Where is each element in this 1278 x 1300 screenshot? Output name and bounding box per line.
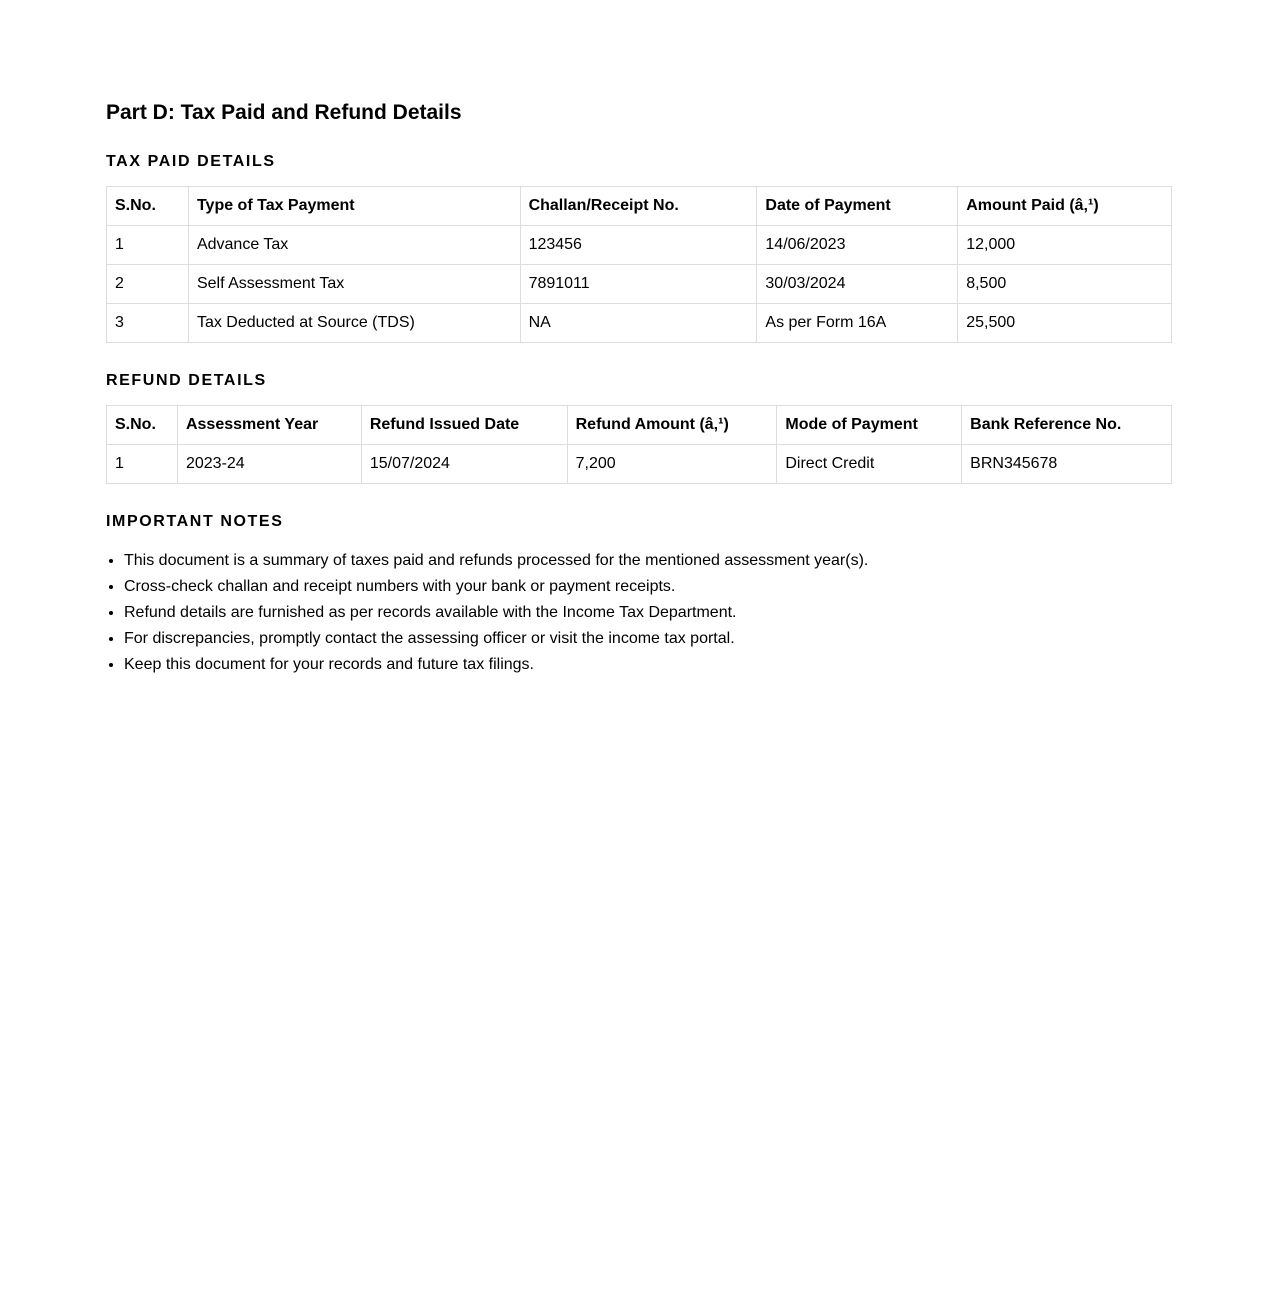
list-item: • Cross-check challan and receipt numbers with your bank or payment receipts. bbox=[124, 574, 1172, 600]
column-header: S.No. bbox=[107, 187, 189, 226]
table-header-row bbox=[107, 406, 1172, 445]
table-cell: 15/07/2024 bbox=[361, 445, 567, 484]
table-row bbox=[107, 304, 1172, 343]
refund-table bbox=[106, 405, 1172, 484]
table-row bbox=[107, 226, 1172, 265]
table-cell: 8,500 bbox=[958, 265, 1172, 304]
table-cell: NA bbox=[520, 304, 757, 343]
table-row bbox=[107, 265, 1172, 304]
table-cell: 25,500 bbox=[958, 304, 1172, 343]
refund-section bbox=[106, 371, 1172, 484]
table-cell: 30/03/2024 bbox=[757, 265, 958, 304]
table-cell: 2 bbox=[107, 265, 189, 304]
column-header: Bank Reference No. bbox=[962, 406, 1172, 445]
page-title: Part D: Tax Paid and Refund Details bbox=[106, 101, 462, 124]
tax-paid-heading: TAX PAID DETAILS bbox=[106, 153, 276, 170]
column-header: Assessment Year bbox=[177, 406, 361, 445]
table-cell: 3 bbox=[107, 304, 189, 343]
column-header: Amount Paid (â‚¹) bbox=[958, 187, 1172, 226]
table-cell: 1 bbox=[107, 226, 189, 265]
list-item: • This document is a summary of taxes paid and refunds processed for the mentioned assessment year(s). bbox=[124, 548, 1172, 574]
table-cell: 7,200 bbox=[567, 445, 777, 484]
tax-paid-section bbox=[106, 152, 1172, 343]
refund-heading: REFUND DETAILS bbox=[106, 372, 267, 389]
table-cell: Advance Tax bbox=[188, 226, 520, 265]
table-cell: As per Form 16A bbox=[757, 304, 958, 343]
table-cell: 14/06/2023 bbox=[757, 226, 958, 265]
column-header: Mode of Payment bbox=[777, 406, 962, 445]
table-cell: 12,000 bbox=[958, 226, 1172, 265]
notes-section bbox=[106, 512, 1172, 678]
column-header: Date of Payment bbox=[757, 187, 958, 226]
table-cell: 1 bbox=[107, 445, 178, 484]
column-header: Challan/Receipt No. bbox=[520, 187, 757, 226]
tax-paid-table bbox=[106, 186, 1172, 343]
table-cell: 2023-24 bbox=[177, 445, 361, 484]
notes-list bbox=[106, 548, 1172, 678]
list-item: • Refund details are furnished as per records available with the Income Tax Department. bbox=[124, 600, 1172, 626]
table-header-row bbox=[107, 187, 1172, 226]
column-header: S.No. bbox=[107, 406, 178, 445]
table-cell: Tax Deducted at Source (TDS) bbox=[188, 304, 520, 343]
column-header: Refund Issued Date bbox=[361, 406, 567, 445]
notes-heading: IMPORTANT NOTES bbox=[106, 513, 284, 530]
table-cell: 7891011 bbox=[520, 265, 757, 304]
list-item: • Keep this document for your records and future tax filings. bbox=[124, 652, 1172, 678]
table-cell: 123456 bbox=[520, 226, 757, 265]
column-header: Refund Amount (â‚¹) bbox=[567, 406, 777, 445]
column-header: Type of Tax Payment bbox=[188, 187, 520, 226]
table-cell: Direct Credit bbox=[777, 445, 962, 484]
list-item: • For discrepancies, promptly contact the assessing officer or visit the income tax portal. bbox=[124, 626, 1172, 652]
table-cell: Self Assessment Tax bbox=[188, 265, 520, 304]
table-row bbox=[107, 445, 1172, 484]
table-cell: BRN345678 bbox=[962, 445, 1172, 484]
